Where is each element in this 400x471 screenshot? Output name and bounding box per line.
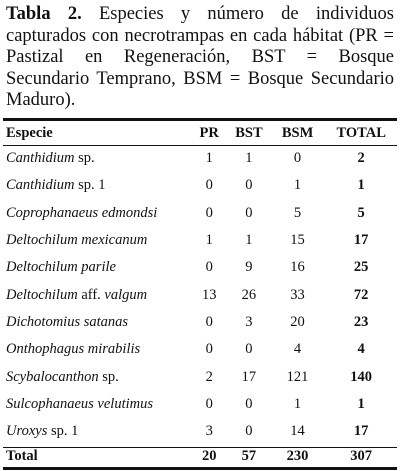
total-pr: 20 <box>201 447 217 464</box>
table-row <box>4 336 396 363</box>
count-total: 1 <box>357 395 365 412</box>
table-row <box>4 200 396 227</box>
species-suffix: aff. <box>77 286 105 303</box>
table-body <box>4 145 396 445</box>
species-name <box>4 281 189 308</box>
species-genus: Scybalocanthon <box>6 368 99 385</box>
count-bst: 1 <box>245 150 253 167</box>
bottom-rule <box>3 467 397 470</box>
header-pr: PR <box>199 124 219 141</box>
table-caption <box>6 4 394 112</box>
table-row <box>4 391 396 418</box>
species-epithet: valgum <box>104 286 148 303</box>
species-table <box>4 121 396 467</box>
count-bst: 0 <box>245 423 253 440</box>
count-total: 17 <box>353 423 369 440</box>
count-total: 1 <box>357 177 365 194</box>
total-bst: 57 <box>241 447 257 464</box>
header-bst: BST <box>235 124 263 141</box>
count-bsm: 33 <box>290 286 305 303</box>
count-total: 5 <box>357 204 365 221</box>
species-name <box>4 418 189 445</box>
species-suffix: sp. 1 <box>74 177 106 194</box>
species-name <box>4 391 189 418</box>
count-pr: 1 <box>205 232 213 249</box>
table-row <box>4 227 396 254</box>
count-pr: 0 <box>205 341 213 358</box>
species-genus: Coprophanaeus edmondsi <box>6 204 158 221</box>
count-bst: 3 <box>245 313 253 330</box>
total-row <box>4 445 396 467</box>
count-bsm: 20 <box>290 313 305 330</box>
count-bst: 17 <box>241 368 257 385</box>
species-name <box>4 227 189 254</box>
table-row <box>4 309 396 336</box>
caption-text: Especies y número de individuos capturados con necrotrampas en cada hábitat (PR = Pastizal en Regeneración, BST = Bosque Secundario Temprano, BSM = Bosque Secundario Maduro). <box>6 4 394 110</box>
count-pr: 13 <box>201 286 217 303</box>
total-bsm: 230 <box>286 447 309 464</box>
total-label: Total <box>6 447 38 464</box>
caption-label: Tabla 2. <box>6 4 82 24</box>
count-bsm: 1 <box>293 177 302 194</box>
count-bst: 0 <box>245 204 253 221</box>
count-total: 17 <box>353 232 369 249</box>
count-total: 2 <box>357 150 365 167</box>
count-bst: 1 <box>245 232 253 249</box>
count-bst: 0 <box>245 341 253 358</box>
count-bst: 0 <box>245 395 253 412</box>
count-pr: 0 <box>205 259 213 276</box>
count-pr: 0 <box>205 204 213 221</box>
count-total: 72 <box>353 286 369 303</box>
species-name <box>4 254 189 281</box>
count-bsm: 14 <box>290 423 305 440</box>
header-especie: Especie <box>6 124 53 141</box>
table-row <box>4 363 396 390</box>
count-pr: 3 <box>205 423 213 440</box>
species-name <box>4 363 189 390</box>
count-bsm: 4 <box>293 341 302 358</box>
species-name <box>4 145 189 172</box>
count-bsm: 0 <box>293 150 302 167</box>
count-bsm: 5 <box>293 204 302 221</box>
species-name <box>4 309 189 336</box>
header-bsm: BSM <box>281 124 314 141</box>
count-pr: 2 <box>205 368 213 385</box>
species-genus: Deltochilum mexicanum <box>6 232 148 249</box>
species-name <box>4 200 189 227</box>
count-pr: 0 <box>205 395 213 412</box>
species-genus: Dichotomius satanas <box>6 313 129 330</box>
count-bst: 0 <box>245 177 253 194</box>
count-pr: 0 <box>205 313 213 330</box>
species-genus: Sulcophanaeus velutimus <box>6 395 153 412</box>
table-row <box>4 145 396 172</box>
species-suffix: sp. <box>74 150 95 167</box>
header-total: TOTAL <box>336 124 386 141</box>
species-genus: Deltochilum parile <box>6 259 116 276</box>
count-bst: 26 <box>241 286 257 303</box>
table-row <box>4 418 396 445</box>
species-genus: Canthidium <box>6 150 75 167</box>
header-row <box>4 121 396 145</box>
species-suffix: sp. 1 <box>47 423 79 440</box>
total-total: 307 <box>350 447 373 464</box>
table-row <box>4 281 396 308</box>
count-bsm: 1 <box>293 395 302 412</box>
species-genus: Uroxys <box>6 423 48 440</box>
table-row <box>4 172 396 199</box>
count-total: 25 <box>353 259 369 276</box>
species-name <box>4 336 189 363</box>
count-total: 140 <box>350 368 373 385</box>
species-genus: Onthophagus mirabilis <box>6 341 141 358</box>
count-pr: 1 <box>205 150 213 167</box>
species-genus: Canthidium <box>6 177 75 194</box>
count-bsm: 15 <box>290 232 305 249</box>
count-bsm: 16 <box>290 259 305 276</box>
species-name <box>4 172 189 199</box>
count-bst: 9 <box>245 259 253 276</box>
count-total: 4 <box>357 341 365 358</box>
count-pr: 0 <box>205 177 213 194</box>
count-bsm: 121 <box>286 368 309 385</box>
species-genus: Deltochilum <box>6 286 78 303</box>
count-total: 23 <box>353 313 369 330</box>
species-suffix: sp. <box>98 368 119 385</box>
table-row <box>4 254 396 281</box>
